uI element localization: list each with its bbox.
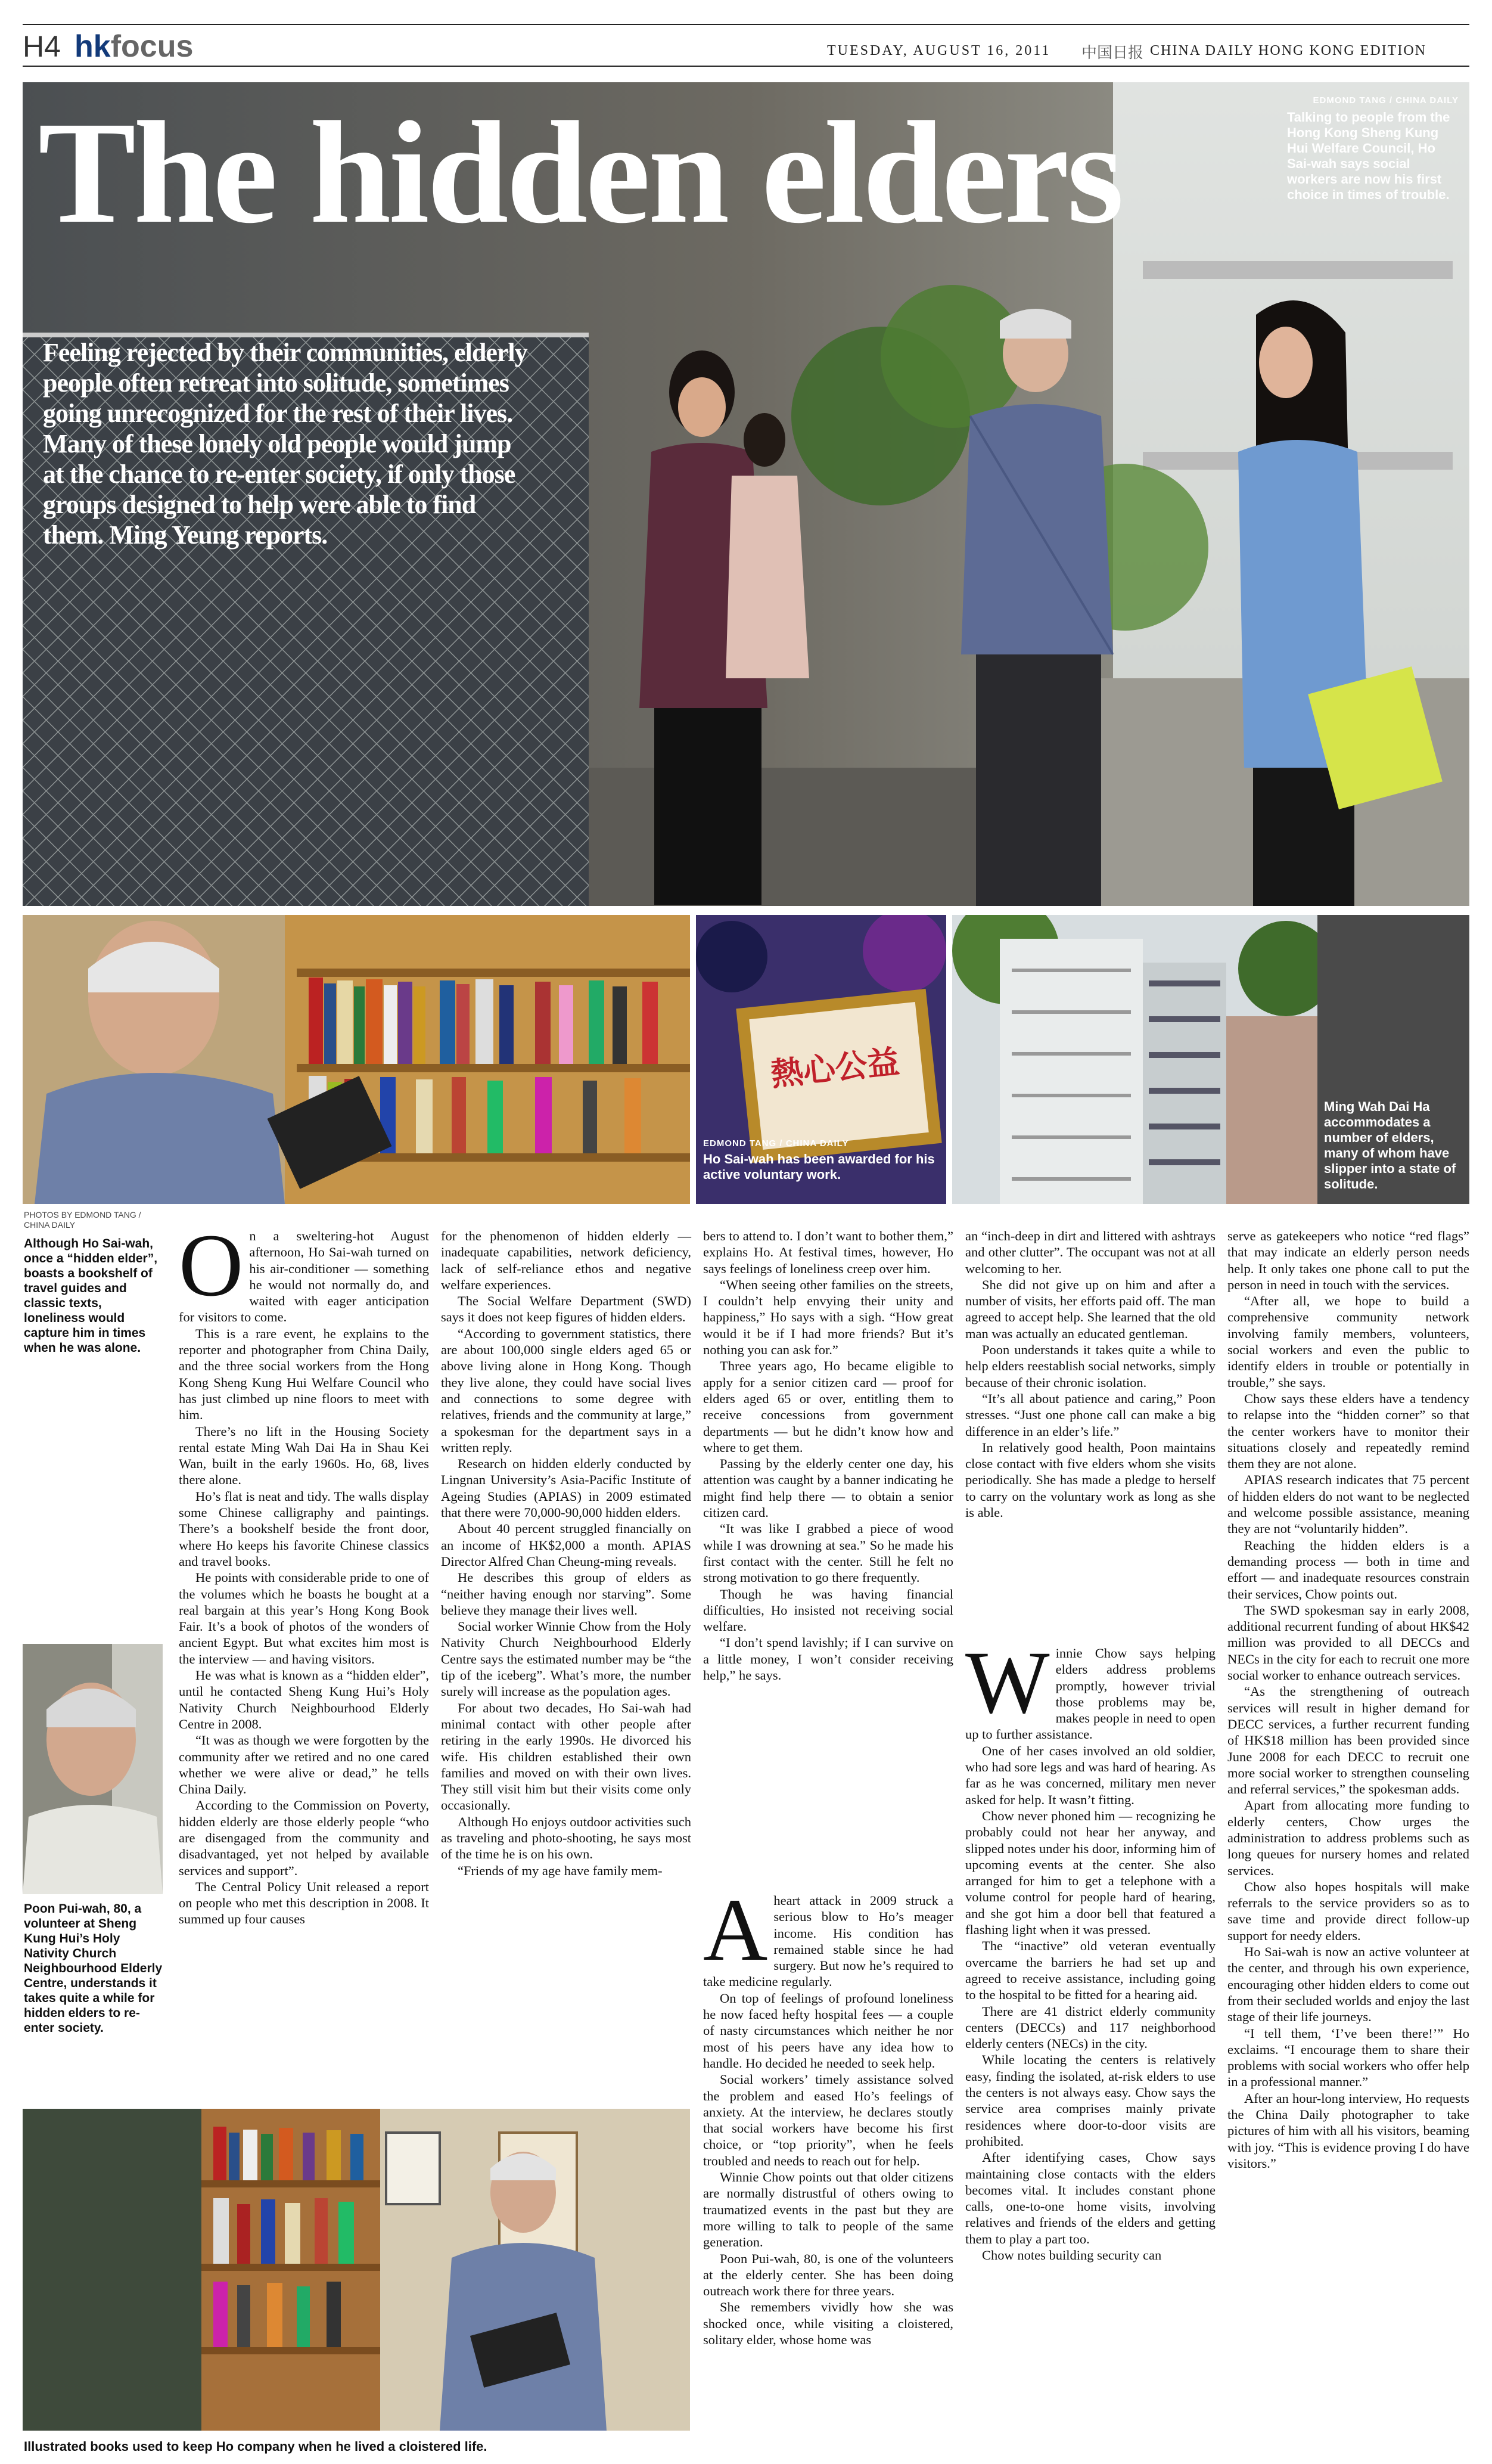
paragraph: After an hour-long interview, Ho requests the China Daily photographer to take pictures of him with all his visitors, beaming with joy. “This is evidence proving I do have visitors.” bbox=[1227, 2090, 1469, 2171]
paragraph: Though he was having financial difficulties, Ho insisted not receiving social welfare. bbox=[703, 1586, 953, 1634]
article-col-4-bottom bbox=[965, 1633, 1216, 2447]
paragraph: The “inactive” old veteran eventually overcame the barriers he had set up and agreed to receive assistance, including going to the hospital to be fitted for a hearing aid. bbox=[965, 1938, 1216, 2003]
paragraph: serve as gatekeepers who notice “red flags” that may indicate an elderly person needs help. It only takes one phone call to put the person in need in touch with the services. bbox=[1227, 1228, 1469, 1292]
building-photo bbox=[952, 915, 1317, 1204]
paragraph: In relatively good health, Poon maintains close contact with five elders whom she visits periodically. She has made a pledge to herself to carry on the voluntary work as long as she is able. bbox=[965, 1439, 1216, 1520]
ho-caption: Although Ho Sai-wah, once a “hidden elder”, boasts a bookshelf of travel guides and classic texts, loneliness would capture him in times when he was alone. bbox=[24, 1237, 158, 1355]
bottom-photo-caption: Illustrated books used to keep Ho company when he lived a cloistered life. bbox=[24, 2439, 487, 2454]
paragraph: Although Ho enjoys outdoor activities such as traveling and photo-shooting, he says most of the time he is on his own. bbox=[441, 1814, 691, 1862]
paragraph: an “inch-deep in dirt and littered with ashtrays and other clutter”. The occupant was not at all welcoming to her. bbox=[965, 1228, 1216, 1276]
paragraph: Passing by the elderly center one day, his attention was caught by a banner indicating he might find help there — to obtain a senior citizen card. bbox=[703, 1456, 953, 1520]
ho-book-scene bbox=[23, 915, 690, 1204]
dropcap-a: A bbox=[703, 1880, 768, 1979]
award-photo-credit: EDMOND TANG / CHINA DAILY bbox=[703, 1138, 849, 1149]
page-code: H4 bbox=[23, 30, 61, 63]
paragraph: Ho’s flat is neat and tidy. The walls display some Chinese calligraphy and paintings. There’s a bookshelf beside the front door, where Ho keeps his favorite Chinese classics and travel books. bbox=[179, 1488, 429, 1569]
paragraph: There are 41 district elderly community centers (DECCs) and 117 neighborhood elderly centers (NECs) in the city. bbox=[965, 2003, 1216, 2052]
photos-credit: PHOTOS BY EDMOND TANG / CHINA DAILY bbox=[24, 1210, 141, 1230]
paragraph: heart attack in 2009 struck a serious blow to Ho’s meager income. His condition has remained stable since he had surgery. But now he’s required to take medicine regularly. bbox=[703, 1893, 953, 1990]
paragraph: For about two decades, Ho Sai-wah had minimal contact with other people after retiring in the early 1990s. He divorced his wife. His children established their own families and moved on with their own lives. They still visit him but their visits come only occasionally. bbox=[441, 1700, 691, 1813]
paragraph: Poon understands it takes quite a while to help elders reestablish social networks, simply because of their chronic isolation. bbox=[965, 1342, 1216, 1390]
paragraph: Poon Pui-wah, 80, is one of the volunteers at the elderly center. She has been doing outreach work there for three years. bbox=[703, 2251, 953, 2299]
article-col-4-top bbox=[965, 1228, 1216, 1645]
paragraph: According to the Commission on Poverty, hidden elderly are those elderly people “who are disengaged from the community and disadvantaged, yet not helped by available services and support”. bbox=[179, 1798, 429, 1878]
paragraph: One of her cases involved an old soldier, who had sore legs and was hard of hearing. As far as he was concerned, military men never asked for help. It wasn’t fitting. bbox=[965, 1743, 1216, 1807]
ho-book-photo bbox=[23, 915, 690, 1204]
award-photo-caption: Ho Sai-wah has been awarded for his active voluntary work. bbox=[703, 1152, 935, 1182]
paragraph: “After all, we hope to build a comprehensive community network involving family members, volunteers, social workers and even the public to identify elders in trouble or potentially in trouble,” she says. bbox=[1227, 1293, 1469, 1390]
paragraph: Chow never phoned him — recognizing he probably could not hear her anyway, and slipped notes under his door, informing him of upcoming events at the center. She also arranged for him to get a telephone with a volume control for people hard of hearing, and she got him a door bell that featured a flashing light when it was pressed. bbox=[965, 1808, 1216, 1938]
paragraph: After identifying cases, Chow says maintaining close contacts with the elders becomes vital. It includes constant phone calls, one-to-one home visits, involving relatives and friends of the elders and getting them to play a part too. bbox=[965, 2150, 1216, 2246]
building-photo-caption: Ming Wah Dai Ha accommodates a number of elders, many of whom have slipper into a state of solitude. bbox=[1324, 1099, 1456, 1191]
section-suffix: focus bbox=[110, 29, 194, 64]
paragraph: “I don’t spend lavishly; if I can survive on a little money, I won’t consider receiving help,” he says. bbox=[703, 1635, 953, 1683]
article-col-3-top bbox=[703, 1228, 953, 1883]
paragraph: The Social Welfare Department (SWD) says it does not keep figures of hidden elders. bbox=[441, 1293, 691, 1325]
paragraph: Social worker Winnie Chow from the Holy Nativity Church Neighbourhood Elderly Centre says the estimated number may be “the tip of the iceberg”. What’s more, the number surely will increase as the population ages. bbox=[441, 1619, 691, 1699]
headline: The hidden elders bbox=[38, 92, 1122, 254]
paragraph: Winnie Chow points out that older citizens are normally distrustful of others owing to traumatized events in the past but they are more willing to talk to people of the same generation. bbox=[703, 2170, 953, 2250]
paragraph: Three years ago, Ho became eligible to apply for a senior citizen card — proof for elders aged 65 or over, entitling them to receive concessions from government departments — but he didn’t know how and where to get them. bbox=[703, 1358, 953, 1455]
header-rule bbox=[23, 66, 1469, 67]
bottom-photo bbox=[23, 2109, 690, 2431]
paragraph: “When seeing other families on the streets, I couldn’t help envying their unity and happiness,” Ho says with a sigh. “How great would it be if I had more friends? But it’s nothing you can ask for.” bbox=[703, 1277, 953, 1358]
paragraph: She did not give up on him and after a number of visits, her efforts paid off. The man agreed to accept help. She learned that the old man was actually an educated gentleman. bbox=[965, 1277, 1216, 1341]
building-scene bbox=[952, 915, 1317, 1204]
dropcap-o: O bbox=[179, 1216, 244, 1315]
dropcap-w: W bbox=[965, 1633, 1050, 1732]
masthead-cn: 中国日报 bbox=[1081, 44, 1144, 61]
paragraph: While locating the centers is relatively easy, finding the isolated, at-risk elders to use the centers is not always easy. Chow says the service area comprises mainly private residences where door-to-door visits are prohibited. bbox=[965, 2052, 1216, 2149]
deck: Feeling rejected by their communities, elderly people often retreat into solitude, sometimes going unrecognized for the rest of their lives. Many of these lonely old people would jump at the chance to re-enter society, if only those groups designed to help were able to find them. Ming Yeung reports. bbox=[43, 338, 527, 550]
poon-caption: Poon Pui-wah, 80, a volunteer at Sheng Kung Hui’s Holy Nativity Church Neighbourhood Elderly Centre, understands it takes quite a while for hidden elders to re-enter society. bbox=[24, 1902, 163, 2035]
paragraph: This is a rare event, he explains to the reporter and photographer from China Daily, and the three social workers from the Hong Kong Sheng Kung Hui Welfare Council who has just climbed up nine floors to meet with him. bbox=[179, 1326, 429, 1423]
section-name bbox=[74, 30, 193, 63]
paragraph: “It was as though we were forgotten by the community after we retired and no one cared whether we were alive or dead,” he tells China Daily. bbox=[179, 1733, 429, 1797]
header-date: TUESDAY, AUGUST 16, 2011 bbox=[827, 43, 1051, 58]
edition-label: CHINA DAILY HONG KONG EDITION bbox=[1150, 43, 1426, 58]
paragraph: APIAS research indicates that 75 percent of hidden elders do not want to be neglected and welcome possible assistance, meaning they are not “voluntarily hidden”. bbox=[1227, 1472, 1469, 1537]
article-col-5 bbox=[1227, 1228, 1469, 2447]
paragraph: He points with considerable pride to one of the volumes which he boasts he bought at a real bargain at this year’s Hong Kong Book Fair. It’s a book of photos of the wonders of ancient Egypt. But what excites him most is the interview — and having visitors. bbox=[179, 1570, 429, 1667]
paragraph: Chow notes building security can bbox=[982, 2247, 1162, 2263]
article-col-2 bbox=[441, 1228, 691, 2098]
paragraph: “It’s all about patience and caring,” Poon stresses. “Just one phone call can make a big difference in an elder’s life.” bbox=[965, 1391, 1216, 1439]
paragraph: n a sweltering-hot August afternoon, Ho Sai-wah turned on his air-conditioner — something he would not normally do, and waited with eager anticipation for visitors to come. bbox=[179, 1228, 429, 1325]
bottom-scene bbox=[23, 2109, 690, 2431]
paragraph: Research on hidden elderly conducted by Lingnan University’s Asia-Pacific Institute of Ageing Studies (APIAS) in 2009 estimated that there were 70,000-90,000 hidden elders. bbox=[441, 1456, 691, 1520]
article-col-1 bbox=[179, 1216, 429, 2110]
paragraph: About 40 percent struggled financially on an income of HK$2,000 a month. APIAS Director Alfred Chan Cheung-ming reveals. bbox=[441, 1521, 691, 1569]
poon-photo bbox=[23, 1644, 163, 1894]
paragraph: He was what is known as a “hidden elder”, until he contacted Sheng Kung Hui’s Holy Nativity Church Neighbourhood Elderly Centre in 2008. bbox=[179, 1668, 429, 1731]
main-photo-caption: Talking to people from the Hong Kong Sheng Kung Hui Welfare Council, Ho Sai-wah says social workers are now his first choice in times of trouble. bbox=[1287, 110, 1450, 202]
paragraph: Apart from allocating more funding to elderly centers, Chow urges the administration to address problems such as long queues for nursery homes and related services. bbox=[1227, 1798, 1469, 1878]
top-rule bbox=[23, 24, 1469, 25]
paragraph: Reaching the hidden elders is a demanding process — both in time and effort — and inadequate resources constrain their services, Chow points out. bbox=[1227, 1537, 1469, 1602]
paragraph: The Central Policy Unit released a report on people who met this description in 2008. It summed up four causes bbox=[179, 1879, 429, 1927]
paragraph: She remembers vividly how she was shocked once, while visiting a cloistered, solitary elder, whose home was bbox=[703, 2299, 953, 2348]
paragraph: Social workers’ timely assistance solved the problem and eased Ho’s feelings of anxiety. At the interview, he declares stoutly that social workers have become his first choice, or “top priority”, when he feels troubled and needs to reach out for help. bbox=[703, 2072, 953, 2168]
article-col-3-bottom bbox=[703, 1880, 953, 2447]
paragraph: There’s no lift in the Housing Society rental estate Ming Wah Dai Ha in Shau Kei Wan, built in the early 1960s. Ho, 68, lives there alone. bbox=[179, 1423, 429, 1488]
paragraph: for the phenomenon of hidden elderly — inadequate capabilities, network deficiency, lack of self-reliance ethos and negative welfare experiences. bbox=[441, 1228, 691, 1292]
paragraph: bers to attend to. I don’t want to bother them,” explains Ho. At festival times, however, Ho says feelings of loneliness creep over him. bbox=[703, 1228, 953, 1276]
paragraph: He describes this group of elders as “neither having enough nor starving”. Some believe they manage their lives well. bbox=[441, 1570, 691, 1618]
paragraph: “According to government statistics, there are about 100,000 single elders aged 65 or above living alone in Hong Kong. Though they live alone, they could have social lives and connections to some degree with relatives, friends and the community at large,” a spokesman for the department says in a written reply. bbox=[441, 1326, 691, 1455]
paragraph: Ho Sai-wah is now an active volunteer at the center, and through his own experience, encouraging other hidden elders to come out from their secluded worlds and enjoy the last stage of their life journeys. bbox=[1227, 1944, 1469, 2025]
paragraph: “Friends of my age have family mem- bbox=[458, 1863, 663, 1878]
award-plaque-text: 熱心公益 bbox=[769, 1042, 902, 1094]
paragraph: On top of feelings of profound loneliness he now faced hefty hospital fees — a couple of nasty circumstances which neither he nor most of his peers have any idea how to handle. Ho decided he needed to seek help. bbox=[703, 1990, 953, 2071]
paragraph: innie Chow says helping elders address problems promptly, however trivial those problems may be, makes people in need to open up to further assistance. bbox=[965, 1646, 1216, 1742]
paragraph: The SWD spokesman say in early 2008, additional recurrent funding of about HK$42 million was provided to all DECCs and NECs in the city for each to recruit one more social worker to enhance outreach services. bbox=[1227, 1602, 1469, 1683]
paragraph: Chow also hopes hospitals will make referrals to the service providers so as to save time and provide direct follow-up support for needy elders. bbox=[1227, 1879, 1469, 1943]
section-prefix: hk bbox=[74, 29, 111, 64]
paragraph: Chow says these elders have a tendency to relapse into the “hidden corner” so that the center workers have to monitor their situations closely and repeatedly remind them they are not alone. bbox=[1227, 1391, 1469, 1472]
paragraph: “As the strengthening of outreach services will result in higher demand for DECC services, a further recurrent funding of HK$18 million has been provided since June 2008 for each DECC to recruit one more social worker to strengthen counseling and referral services,” the spokesman adds. bbox=[1227, 1684, 1469, 1797]
main-photo-credit: EDMOND TANG / CHINA DAILY bbox=[1313, 95, 1459, 105]
paragraph: “I tell them, ‘I’ve been there!’” Ho exclaims. “I encourage them to share their problems with social workers who offer help in a professional manner.” bbox=[1227, 2025, 1469, 2090]
paragraph: “It was like I grabbed a piece of wood while I was drowning at sea.” So he made his first contact with the center. Still he felt no strong motivation to go there frequently. bbox=[703, 1521, 953, 1585]
poon-scene bbox=[23, 1644, 163, 1894]
